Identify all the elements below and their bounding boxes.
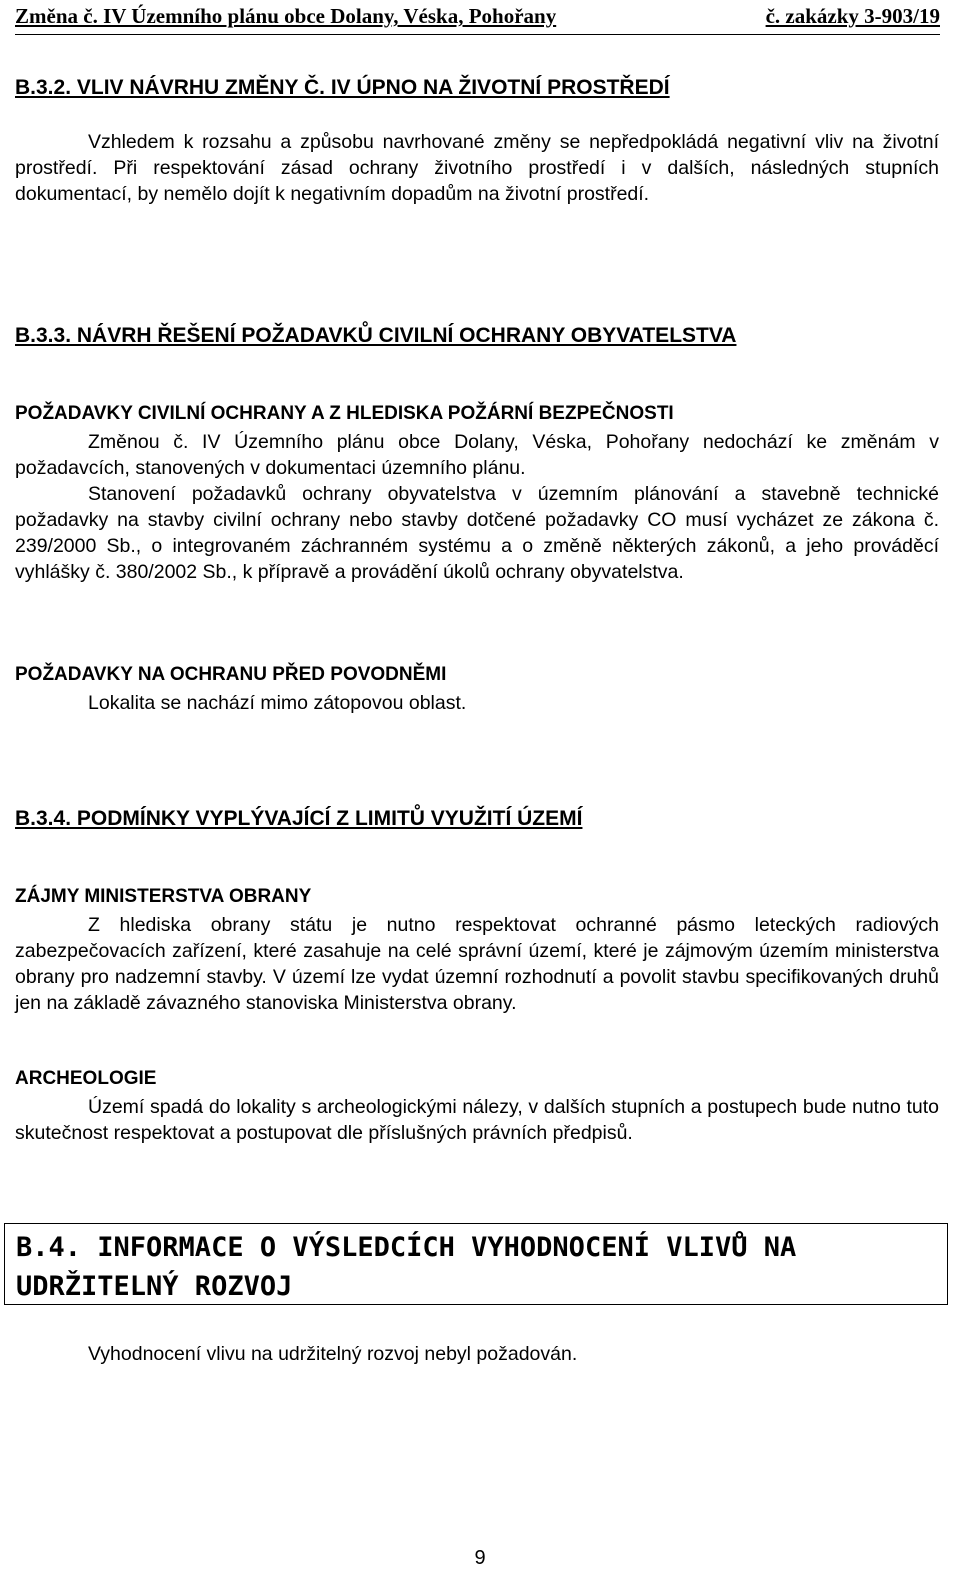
- paragraph-archeology: Území spadá do lokality s archeologickými nálezy, v dalších stupních a postupech bude nutno tuto skutečnost respektovat a postupovat dle příslušných právních předpisů.: [15, 1096, 939, 1144]
- header-order-number: č. zakázky 3-903/19: [765, 4, 940, 28]
- header-title: Změna č. IV Územního plánu obce Dolany, Véska, Pohořany: [15, 4, 557, 28]
- paragraph-ministry-of-defence: Z hlediska obrany státu je nutno respektovat ochranné pásmo leteckých radiových zabezpečovacích zařízení, které zasahuje na celé správní území, které je zájmovým územím ministerstva obrany pro nadzemní stavby. V území lze vydat územní rozhodnutí a povolit stavbu specifikovaných druhů jen na základě závazného stanoviska Ministerstva obrany.: [15, 914, 939, 1014]
- section-b4-box: [4, 1223, 948, 1305]
- paragraph-flood-protection: Lokalita se nachází mimo zátopovou oblast.: [88, 692, 467, 714]
- heading-b333: B.3.3. NÁVRH ŘEŠENÍ POŽADAVKŮ CIVILNÍ OCHRANY OBYVATELSTVA: [15, 324, 737, 347]
- heading-b334: B.3.4. PODMÍNKY VYPLÝVAJÍCÍ Z LIMITŮ VYUŽITÍ ÚZEMÍ: [15, 807, 583, 830]
- paragraph-b332: Vzhledem k rozsahu a způsobu navrhované změny se nepředpokládá negativní vliv na životní prostředí. Při respektování zásad ochrany životního prostředí i v dalších, následných stupních dokumentací, by nemělo dojít k negativním dopadům na životní prostředí.: [15, 131, 939, 205]
- subheading-flood-protection: POŽADAVKY NA OCHRANU PŘED POVODNĚMI: [15, 664, 447, 685]
- page-number: 9: [474, 1547, 486, 1569]
- page-header: [15, 0, 940, 35]
- heading-b332: B.3.2. VLIV NÁVRHU ZMĚNY Č. IV ÚPNO NA ŽIVOTNÍ PROSTŘEDÍ: [15, 76, 670, 99]
- paragraph-civil-protection-2: Stanovení požadavků ochrany obyvatelstva v územním plánování a stavebně technické požadavky na stavby civilní ochrany nebo stavby dotčené požadavky CO musí vycházet ze zákona č. 239/2000 Sb., o integrovaném záchranném systému a o změně některých zákonů, a jeho prováděcí vyhlášky č. 380/2002 Sb., k přípravě a provádění úkolů ochrany obyvatelstva.: [15, 483, 939, 583]
- paragraph-civil-protection-1: Změnou č. IV Územního plánu obce Dolany, Véska, Pohořany nedochází ke změnám v požadavcích, stanovených v dokumentaci územního plánu.: [15, 431, 939, 479]
- heading-b4: B.4. INFORMACE O VÝSLEDCÍCH VYHODNOCENÍ VLIVŮ NA UDRŽITELNÝ ROZVOJ: [16, 1232, 797, 1302]
- paragraph-b4: Vyhodnocení vlivu na udržitelný rozvoj nebyl požadován.: [88, 1343, 578, 1365]
- subheading-ministry-of-defence: ZÁJMY MINISTERSTVA OBRANY: [15, 886, 312, 907]
- subheading-archeology: ARCHEOLOGIE: [15, 1068, 157, 1089]
- subheading-civil-protection: POŽADAVKY CIVILNÍ OCHRANY A Z HLEDISKA POŽÁRNÍ BEZPEČNOSTI: [15, 403, 674, 424]
